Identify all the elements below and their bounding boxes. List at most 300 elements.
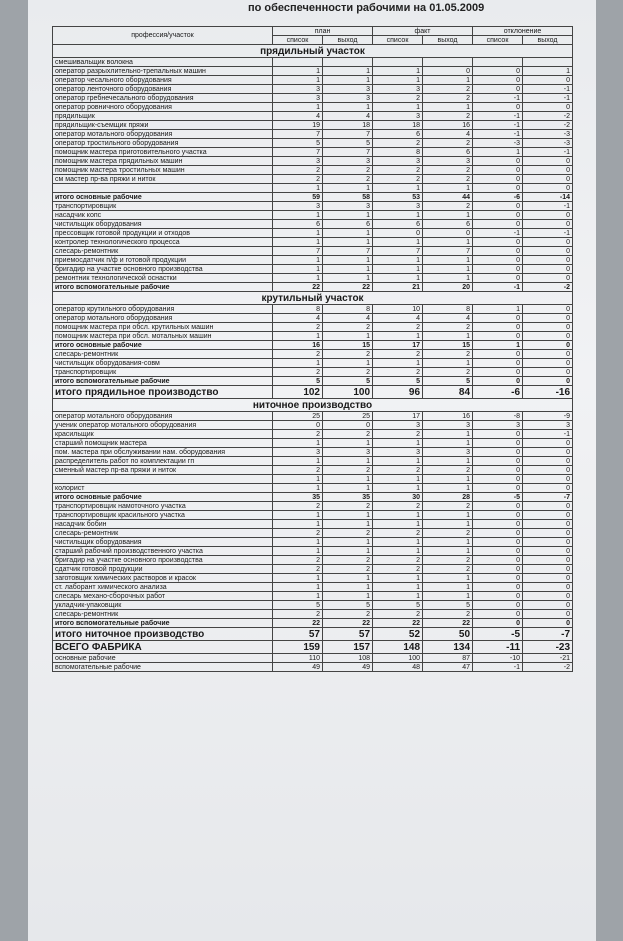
table-row [53,220,573,229]
cell-value: 1 [373,359,423,368]
cell-value: 1 [373,574,423,583]
cell-value: 0 [473,466,523,475]
cell-value: 1 [423,274,473,283]
cell-value: -14 [523,193,573,202]
fact-list-header: список [373,36,423,45]
cell-value: 25 [323,412,373,421]
cell-value: 1 [323,76,373,85]
cell-value: 1 [373,439,423,448]
cell-value: -1 [473,229,523,238]
cell-value: 1 [473,305,523,314]
row-label: помощник мастера при обсл. крутильных машин [53,323,273,332]
cell-value: 1 [323,520,373,529]
section-row [53,399,573,412]
document-page [28,0,596,941]
cell-value: 0 [523,574,573,583]
cell-value: 0 [473,556,523,565]
table-row [53,350,573,359]
cell-value: 2 [423,529,473,538]
row-label: оператор чесального оборудования [53,76,273,85]
cell-value: 35 [273,493,323,502]
cell-value: 8 [273,305,323,314]
total-row [53,619,573,628]
row-label: заготовщик химических растворов и красок [53,574,273,583]
cell-value: 5 [323,601,373,610]
table-row [53,76,573,85]
cell-value: 1 [273,538,323,547]
cell-value: 10 [373,305,423,314]
table-row [53,202,573,211]
cell-value: 2 [423,94,473,103]
cell-value: 2 [323,565,373,574]
cell-value: 1 [523,67,573,76]
cell-value: 1 [323,332,373,341]
row-label: оператор мотального оборудования [53,130,273,139]
cell-value: 5 [273,601,323,610]
cell-value: 2 [423,610,473,619]
cell-value: 1 [373,184,423,193]
cell-value: 4 [273,112,323,121]
cell-value: 0 [523,274,573,283]
cell-value: 1 [373,592,423,601]
cell-value: 3 [423,421,473,430]
plan-header: план [273,27,373,36]
cell-value: 20 [423,283,473,292]
cell-value: 4 [323,314,373,323]
cell-value: 0 [473,265,523,274]
cell-value: 2 [423,466,473,475]
cell-value: 2 [423,556,473,565]
cell-value: 22 [373,619,423,628]
cell-value: 2 [373,323,423,332]
cell-value: -7 [523,628,573,641]
row-label: помощник мастера прядильных машин [53,157,273,166]
table-body [53,45,573,672]
cell-value: 4 [273,314,323,323]
row-label: оператор мотального оборудования [53,314,273,323]
row-label: слесарь-ремонтник [53,529,273,538]
cell-value: 2 [323,556,373,565]
cell-value: 1 [273,547,323,556]
cell-value: 2 [423,323,473,332]
table-row [53,663,573,672]
cell-value: -11 [473,641,523,654]
cell-value: 0 [473,332,523,341]
cell-value: 4 [423,314,473,323]
cell-value: 0 [523,538,573,547]
cell-value: 2 [323,323,373,332]
section-row [53,292,573,305]
row-label: чистильщик оборудования-совм [53,359,273,368]
cell-value: 0 [473,377,523,386]
cell-value: -1 [523,430,573,439]
cell-value: 0 [523,466,573,475]
row-label: чистильщик оборудования [53,220,273,229]
cell-value: 6 [273,220,323,229]
cell-value: 0 [473,448,523,457]
cell-value: 159 [273,641,323,654]
cell-value: 1 [323,274,373,283]
cell-value: 0 [523,592,573,601]
cell-value: -6 [473,193,523,202]
cell-value: 2 [423,565,473,574]
cell-value: 0 [473,184,523,193]
table-row [53,229,573,238]
row-label: ученик оператор мотального оборудования [53,421,273,430]
cell-value: 0 [473,547,523,556]
cell-value: 0 [523,166,573,175]
cell-value: 1 [273,592,323,601]
cell-value: 44 [423,193,473,202]
cell-value: 2 [323,368,373,377]
table-row [53,166,573,175]
table-row [53,502,573,511]
total-row [53,493,573,502]
cell-value: 0 [523,547,573,556]
cell-value: 5 [323,377,373,386]
cell-value: 1 [473,341,523,350]
cell-value: 1 [373,475,423,484]
cell-value: 2 [423,175,473,184]
cell-value: 0 [473,457,523,466]
cell-value: 1 [423,475,473,484]
table-row [53,421,573,430]
cell-value: 1 [423,511,473,520]
row-label: старший помощник мастера [53,439,273,448]
cell-value: 7 [323,148,373,157]
cell-value: 0 [473,583,523,592]
cell-value: 0 [523,265,573,274]
cell-value: 87 [423,654,473,663]
table-row [53,58,573,67]
row-label: прессовщик готовой продукции и отходов [53,229,273,238]
row-label: старший рабочий производственного участка [53,547,273,556]
cell-value: 1 [323,67,373,76]
cell-value: 0 [473,601,523,610]
cell-value: 1 [273,574,323,583]
cell-value: 1 [273,103,323,112]
table-row [53,610,573,619]
cell-value: 8 [323,305,373,314]
cell-value: 1 [323,511,373,520]
cell-value: 3 [323,85,373,94]
cell-value: 2 [423,368,473,377]
row-label: ст. лаборант химического анализа [53,583,273,592]
cell-value: 7 [323,130,373,139]
cell-value: 2 [323,466,373,475]
row-label: оператор ленточного оборудования [53,85,273,94]
cell-value: 0 [523,520,573,529]
cell-value: 1 [373,256,423,265]
cell-value: 0 [473,202,523,211]
cell-value: 1 [273,475,323,484]
cell-value: 1 [273,274,323,283]
cell-value: 2 [273,565,323,574]
table-row [53,305,573,314]
table-row [53,484,573,493]
cell-value: 110 [273,654,323,663]
cell-value: 2 [273,368,323,377]
row-label: контролер технологического процесса [53,238,273,247]
cell-value: 1 [473,148,523,157]
cell-value: 0 [523,220,573,229]
cell-value: 1 [423,547,473,556]
table-row [53,67,573,76]
cell-value: 0 [473,314,523,323]
cell-value: 0 [423,229,473,238]
cell-value: 0 [473,256,523,265]
cell-value: -5 [473,493,523,502]
section-title: прядильный участок [53,45,573,58]
table-row [53,332,573,341]
table-row [53,547,573,556]
cell-value: 0 [473,359,523,368]
cell-value: 0 [523,502,573,511]
cell-value: 148 [373,641,423,654]
cell-value: 3 [323,202,373,211]
cell-value: 58 [323,193,373,202]
cell-value: 1 [373,583,423,592]
row-label: оператор гребнечесального оборудования [53,94,273,103]
cell-value: 7 [423,247,473,256]
row-label: слесарь-ремонтник [53,350,273,359]
cell-value: 7 [273,148,323,157]
cell-value: 3 [273,202,323,211]
cell-value: 7 [323,247,373,256]
cell-value: 1 [373,265,423,274]
cell-value: 1 [423,574,473,583]
cell-value: 1 [373,332,423,341]
cell-value: 1 [373,76,423,85]
table-row [53,139,573,148]
deviation-header: отклонение [473,27,573,36]
cell-value: 1 [373,67,423,76]
cell-value: 0 [473,67,523,76]
cell-value: 2 [373,368,423,377]
cell-value: 102 [273,386,323,399]
staffing-table [52,26,573,672]
cell-value: 6 [373,220,423,229]
cell-value: 1 [323,547,373,556]
cell-value: 1 [373,538,423,547]
cell-value: 0 [373,229,423,238]
cell-value: 0 [523,341,573,350]
cell-value: 1 [323,574,373,583]
cell-value: 0 [473,592,523,601]
cell-value: 0 [473,520,523,529]
cell-value: 1 [323,359,373,368]
cell-value: 21 [373,283,423,292]
cell-value: 0 [523,238,573,247]
cell-value: -3 [473,139,523,148]
cell-value: 2 [323,166,373,175]
cell-value: 1 [423,332,473,341]
total-row [53,628,573,641]
cell-value: 0 [473,475,523,484]
cell-value: 1 [423,430,473,439]
cell-value: 0 [473,85,523,94]
cell-value: 2 [323,610,373,619]
cell-value: -3 [523,130,573,139]
cell-value: 0 [523,332,573,341]
cell-value: 3 [423,157,473,166]
row-label: помощник мастера при обсл. мотальных машин [53,332,273,341]
cell-value: -1 [523,148,573,157]
row-label: итого прядильное производство [53,386,273,399]
row-label: помощник мастера тростильных машин [53,166,273,175]
cell-value: 2 [373,94,423,103]
profession-header: профессия/участок [53,27,273,45]
cell-value: 0 [523,247,573,256]
row-label: ремонтник технологической оснастки [53,274,273,283]
cell-value: 1 [323,103,373,112]
row-label: итого вспомогательные рабочие [53,283,273,292]
cell-value: 1 [323,457,373,466]
cell-value: 15 [423,341,473,350]
cell-value: 0 [473,247,523,256]
section-title: крутильный участок [53,292,573,305]
row-label: распределитель работ по комплектации гп [53,457,273,466]
cell-value: -1 [473,663,523,672]
cell-value: 0 [473,538,523,547]
cell-value [423,58,473,67]
cell-value: 1 [323,484,373,493]
cell-value: 2 [273,529,323,538]
cell-value: 1 [423,76,473,85]
cell-value: 2 [323,430,373,439]
table-row [53,511,573,520]
cell-value: 3 [273,94,323,103]
cell-value: 22 [273,283,323,292]
table-row [53,85,573,94]
cell-value: 5 [323,139,373,148]
cell-value: -2 [523,112,573,121]
row-label: транспортировщик [53,202,273,211]
cell-value: 0 [473,274,523,283]
table-row [53,238,573,247]
cell-value: 2 [323,175,373,184]
cell-value: 1 [423,439,473,448]
cell-value: 1 [423,538,473,547]
row-label: сменный мастер пр-ва пряжи и ниток [53,466,273,475]
total-row [53,341,573,350]
table-row [53,654,573,663]
cell-value: 0 [523,377,573,386]
cell-value: 3 [273,85,323,94]
row-label: вспомогательные рабочие [53,663,273,672]
cell-value: 0 [473,175,523,184]
table-row [53,175,573,184]
cell-value: 1 [273,457,323,466]
cell-value: 22 [323,283,373,292]
cell-value: 0 [473,430,523,439]
cell-value: 1 [273,76,323,85]
cell-value: 2 [373,350,423,359]
cell-value: 0 [473,529,523,538]
cell-value: 0 [523,76,573,85]
cell-value: 2 [273,350,323,359]
cell-value: 84 [423,386,473,399]
cell-value: 1 [323,592,373,601]
row-label: оператор мотального оборудования [53,412,273,421]
cell-value: 1 [273,520,323,529]
cell-value: 7 [373,247,423,256]
cell-value: 0 [523,157,573,166]
cell-value: 1 [323,256,373,265]
cell-value: 2 [423,112,473,121]
section-title: ниточное производство [53,399,573,412]
cell-value: 0 [523,323,573,332]
total-row [53,283,573,292]
cell-value: 0 [523,368,573,377]
cell-value [523,58,573,67]
cell-value: 1 [273,229,323,238]
cell-value: 22 [423,619,473,628]
cell-value: 47 [423,663,473,672]
cell-value: 2 [373,466,423,475]
cell-value: -3 [523,139,573,148]
cell-value: 0 [523,565,573,574]
cell-value: 22 [273,619,323,628]
cell-value: 1 [323,229,373,238]
cell-value: 1 [373,511,423,520]
cell-value: 49 [323,663,373,672]
cell-value: 1 [423,103,473,112]
table-row [53,574,573,583]
row-label: слесарь механо-сборочных работ [53,592,273,601]
cell-value: -21 [523,654,573,663]
cell-value: 2 [423,350,473,359]
row-label: насадчик бобин [53,520,273,529]
table-row [53,274,573,283]
cell-value: 2 [423,502,473,511]
cell-value: 1 [273,184,323,193]
table-row [53,556,573,565]
cell-value: 2 [373,529,423,538]
cell-value: 3 [523,421,573,430]
row-label [53,475,273,484]
cell-value: 5 [273,139,323,148]
cell-value: 0 [523,350,573,359]
row-label: оператор ровничного оборудования [53,103,273,112]
total-row [53,386,573,399]
cell-value: 6 [423,220,473,229]
table-row [53,247,573,256]
row-label: итого вспомогательные рабочие [53,619,273,628]
table-row [53,211,573,220]
table-row [53,520,573,529]
cell-value: 0 [473,368,523,377]
cell-value: 3 [323,157,373,166]
cell-value: 0 [523,484,573,493]
table-row [53,412,573,421]
table-row [53,103,573,112]
cell-value: 0 [523,103,573,112]
cell-value: -1 [473,94,523,103]
cell-value: 0 [473,484,523,493]
cell-value: 48 [373,663,423,672]
row-label: оператор тростильного оборудования [53,139,273,148]
total-row [53,641,573,654]
cell-value: 1 [273,256,323,265]
cell-value: -6 [473,386,523,399]
cell-value: 2 [373,556,423,565]
table-row [53,592,573,601]
cell-value: 1 [423,211,473,220]
cell-value: 25 [273,412,323,421]
cell-value: 6 [423,148,473,157]
table-row [53,148,573,157]
